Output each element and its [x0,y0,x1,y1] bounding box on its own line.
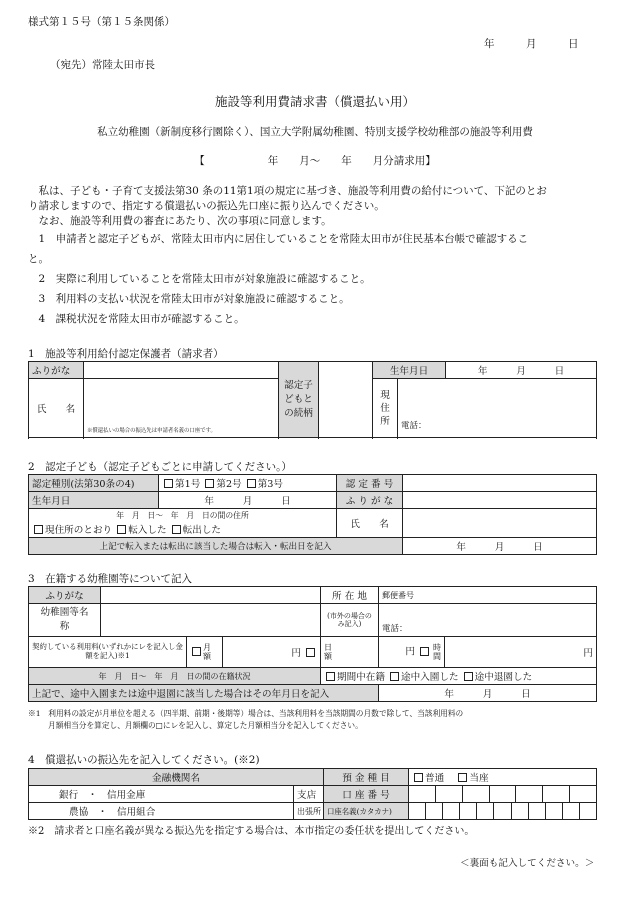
label-outside-city: (市外の場合のみ記入) [321,604,379,637]
child-birth-field[interactable]: 年 月 日 [159,492,337,509]
addr-opt-moved-out: 転出した [182,525,222,536]
status-date-field[interactable]: 年 月 日 [379,685,597,702]
cert-no-field[interactable] [403,475,597,492]
move-date-field[interactable]: 年 月 日 [403,538,597,555]
daily-amount-field[interactable] [379,637,445,668]
label-bank-name: 金融機関名 [29,769,324,786]
consent-item: と。 [28,253,49,265]
label-sub-branch: 出張所 [294,803,324,820]
status-options [321,668,597,685]
checkbox[interactable] [420,647,429,656]
addr-opt-current: 現住所のとおり [45,525,113,536]
guardian-furigana-field[interactable] [84,362,279,379]
checkbox[interactable] [192,647,201,656]
label-cert-kind: 認定種別(法第30条の4) [29,475,159,492]
checkbox[interactable] [34,525,43,534]
checkbox[interactable] [326,672,335,681]
consent-item: 2 実際に利用していることを常陸太田市が対象施設に確認すること。 [28,273,371,285]
account-no-field[interactable] [409,786,597,803]
status-left: 途中退園した [474,672,533,683]
footer-note: ＜裏面も記入してください。＞ [460,858,595,869]
addr-period-label: 年 月 日～ 年 月 日の間の住所 [29,509,337,522]
status-label: 年 月 日～ 年 月 日の間の在籍状況 [29,668,321,685]
move-date-note: 上記で転入または転出に該当した場合は転入・転出日を記入 [29,538,403,555]
yen-label: 円 [291,648,301,659]
monthly-option[interactable] [187,637,223,668]
bank-name-field-2[interactable] [29,803,294,820]
consent-item: 4 課税状況を常陸太田市が確認すること。 [28,313,245,325]
monthly-amount-field[interactable] [223,637,321,668]
label-location: 所 在 地 [321,587,379,604]
section3-heading: 3 在籍する幼稚園等について記入 [28,573,192,585]
yen-label: 円 [583,648,593,659]
addressee: （宛先）常陸太田市長 [50,59,155,71]
intro [28,184,608,329]
label-cert-no: 認 定 番 号 [337,475,403,492]
child-furigana-field[interactable] [403,492,597,509]
checkbox[interactable] [414,773,423,782]
checkbox[interactable] [464,672,473,681]
consent-item: 1 申請者と認定子どもが、常陸太田市内に居住していることを常陸太田市が住民基本台帳で確認するこ [28,233,529,245]
bank-type-line1: 銀行 ・ 信用金庫 [59,790,146,801]
school-table [28,586,597,702]
footnote-1-line2: 月額相当分を算定し、月額欄の□にレを記入し、算定した月額相当分を記入してください。 [48,721,363,730]
checkbox[interactable] [205,479,214,488]
label-account-holder: 口座名義(カタカナ) [324,803,409,820]
school-tel-label: 電話： [382,624,408,634]
deposit-ordinary: 普通 [425,773,445,784]
name-note: ※償還払いの場合の振込先は申請者名義の口座です。 [87,428,216,434]
kind-3: 第3号 [257,479,284,490]
addr-opt-moved-in: 転入した [128,525,167,536]
bank-type-line2: 農協 ・ 信用組合 [69,807,156,818]
postal-label: 郵便番号 [382,590,414,600]
label-child-birth: 生年月日 [29,492,159,509]
consent-item: 3 利用料の支払い状況を常陸太田市が対象施設に確認すること。 [28,293,350,305]
hourly-amount-field[interactable] [445,637,597,668]
section4-heading: 4 償還払いの振込先を記入してください。(※2) [28,754,260,766]
label-name: 氏 名 [29,379,84,438]
label-address: 現住所 [373,379,398,438]
subtitle: 私立幼稚園（新制度移行園除く）、国立大学附属幼稚園、特別支援学校幼稚部の施設等利用費 [97,126,533,138]
checkbox[interactable] [458,773,467,782]
school-address-field[interactable] [379,604,597,637]
child-name-field[interactable] [403,509,597,538]
section2-heading: 2 認定子ども（認定子どもごとに申請してください。） [28,461,292,473]
account-holder-field[interactable] [409,803,597,820]
monthly-label: 月額 [203,642,211,661]
checkbox[interactable] [172,525,181,534]
label-child-furigana: ふ り が な [337,492,403,509]
label-school-name: 幼稚園等名 称 [29,604,101,637]
label-relation: 認定子どもとの続柄 [279,362,319,438]
label-child-name: 氏 名 [337,509,403,538]
relation-field[interactable] [319,362,373,438]
guardian-name-field[interactable] [84,379,279,438]
school-name-field[interactable] [101,604,321,637]
form-number: 様式第１５号（第１５条関係） [28,16,175,28]
tel-label: 電話： [401,421,427,431]
guardian-table [28,361,597,438]
intro-p1: 私は、子ども・子育て支援法第30 条の11第1項の規定に基づき、施設等利用費の給付について、下記のとお [28,185,547,197]
footnote-2: ※2 請求者と口座名義が異なる振込先を指定する場合は、本市指定の委任状を提出してください。 [28,826,475,837]
guardian-address-field[interactable] [398,379,597,438]
addr-options [29,521,337,538]
school-furigana-field[interactable] [101,587,321,604]
bank-table [28,768,597,820]
page-title: 施設等利用費請求書（償還払い用） [214,94,415,109]
date-label: 年 月 日 [484,38,579,50]
intro-p1b: り請求しますので、指定する償還払いの振込先口座に振り込んでください。 [28,200,385,212]
label-furigana: ふりがな [29,362,84,379]
label-branch: 支店 [294,786,324,803]
label-birth: 生年月日 [373,362,446,379]
deposit-type-options [409,769,597,786]
section1-heading: 1 施設等利用給付認定保護者（請求者） [28,348,224,360]
child-table [28,474,597,555]
guardian-birth-field[interactable]: 年 月 日 [446,362,597,379]
checkbox[interactable] [117,525,126,534]
fee-label: 契約している利用料(いずれかにレを記入し金額を記入)※1 [29,637,187,668]
checkbox[interactable] [306,648,315,657]
yen-label: 円 [405,646,415,658]
intro-p2: なお、施設等利用費の審査にあたり、次の事項に同意します。 [28,215,332,227]
footnote-1-line1: ※1 利用料の設定が月単位を超える（四半期、前期・後期等）場合は、当該利用料を当該期間の月数で除して、当該利用料の [28,709,464,718]
status-date-note: 上記で、途中入園または途中退園に該当した場合はその年月日を記入 [29,685,379,702]
postal-field[interactable] [379,587,597,604]
daily-label: 日額 [324,642,332,661]
kind-1: 第1号 [175,479,201,490]
footnote-1 [28,708,463,732]
bank-name-field[interactable] [29,786,294,803]
period-line: 【 年 月～ 年 月分請求用】 [194,155,436,167]
cert-kind-options [159,475,337,492]
checkbox[interactable] [247,479,256,488]
deposit-current: 当座 [469,773,489,784]
status-enrolled: 期間中在籍 [337,672,385,683]
label-account-no: 口 座 番 号 [324,786,409,803]
kind-2: 第2号 [216,479,242,490]
status-joined: 途中入園した [401,672,459,683]
checkbox[interactable] [164,479,173,488]
checkbox[interactable] [390,672,399,681]
hourly-label: 時間 [433,642,441,661]
label-school-furigana: ふりがな [29,587,101,604]
daily-option[interactable] [321,637,379,668]
label-deposit-type: 預 金 種 目 [324,769,409,786]
